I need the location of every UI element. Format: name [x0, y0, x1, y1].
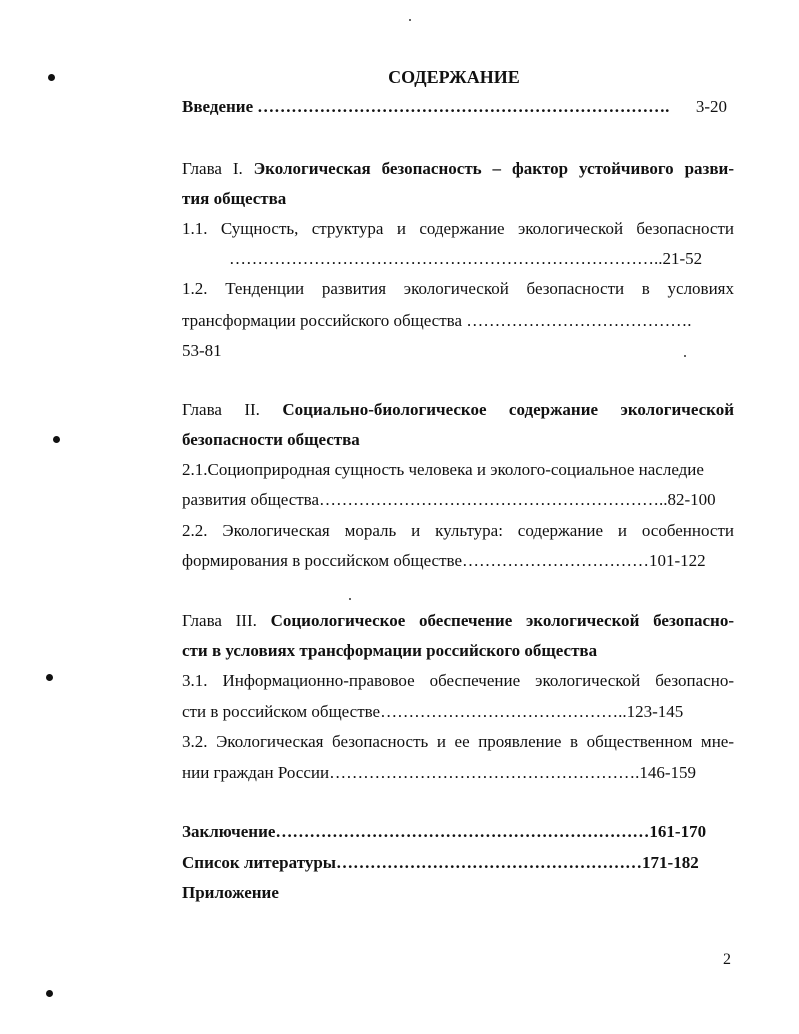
- page-number: 2: [723, 951, 731, 968]
- section-1-1-line2: …………………………………………………………………..21-52: [229, 249, 703, 268]
- chapter3-heading-line1: [182, 610, 734, 632]
- chapter2-heading-line2: безопасности общества: [182, 430, 360, 449]
- section-1-2-line2: трансформации российского общества ………………………………….: [182, 311, 692, 330]
- entry-pages: 3-20: [695, 97, 727, 116]
- section-3-2-line1: 3.2. Экологическая безопасность и ее проявление в общественном мне-: [182, 732, 734, 751]
- chapter1-title: Экологическая безопасность – фактор устойчивого разви-: [253, 159, 734, 178]
- section-2-1-line2: развития общества……………………………………………………..82-100: [182, 490, 716, 509]
- binder-hole-dot: [53, 436, 60, 443]
- chapter1-heading-line2: тия общества: [182, 189, 287, 208]
- page-title: СОДЕРЖАНИЕ: [388, 67, 520, 87]
- section-2-2-line2: формирования в российском обществе……………………………101-122: [182, 551, 706, 570]
- section-3-1-line2: сти в российском обществе……………………………………..123-145: [182, 702, 684, 721]
- entry-label: Введение: [182, 97, 254, 116]
- chapter3-heading-line2: сти в условиях трансформации российского общества: [182, 641, 598, 660]
- chapter1-heading-line1: [182, 158, 734, 180]
- section-1-2-line1: 1.2. Тенденции развития экологической безопасности в условиях: [182, 279, 734, 298]
- toc-entry-appendix: Приложение: [182, 883, 279, 902]
- toc-entry-conclusion: Заключение…………………………………………………………161-170: [182, 822, 707, 841]
- section-2-1-line1: 2.1.Социоприродная сущность человека и эколого-социальное наследие: [182, 460, 704, 479]
- section-3-2-line2: нии граждан России……………………………………………….146-159: [182, 763, 697, 782]
- chapter3-title: Социологическое обеспечение экологической безопасно-: [270, 611, 734, 630]
- binder-hole-dot: [46, 674, 53, 681]
- scan-speck: [349, 598, 351, 600]
- section-1-2-line3: 53-81: [182, 341, 222, 360]
- chapter2-heading-line1: [182, 399, 734, 421]
- chapter1-prefix: Глава I.: [182, 159, 254, 178]
- toc-entry-introduction: [182, 96, 727, 118]
- chapter2-prefix: Глава II.: [182, 400, 283, 419]
- binder-hole-dot: [46, 990, 53, 997]
- scan-speck: [684, 355, 686, 357]
- chapter3-prefix: Глава III.: [182, 611, 271, 630]
- entry-leader: ……………………………………………………………….: [257, 97, 670, 116]
- toc-entry-references: Список литературы………………………………………………171-182: [182, 853, 699, 872]
- chapter2-title: Социально-биологическое содержание экологической: [282, 400, 734, 419]
- section-3-1-line1: 3.1. Информационно-правовое обеспечение экологической безопасно-: [182, 671, 734, 690]
- section-2-2-line1: 2.2. Экологическая мораль и культура: содержание и особенности: [182, 521, 734, 540]
- scan-speck: [409, 19, 411, 21]
- section-1-1-line1: 1.1. Сущность, структура и содержание экологической безопасности: [182, 219, 734, 238]
